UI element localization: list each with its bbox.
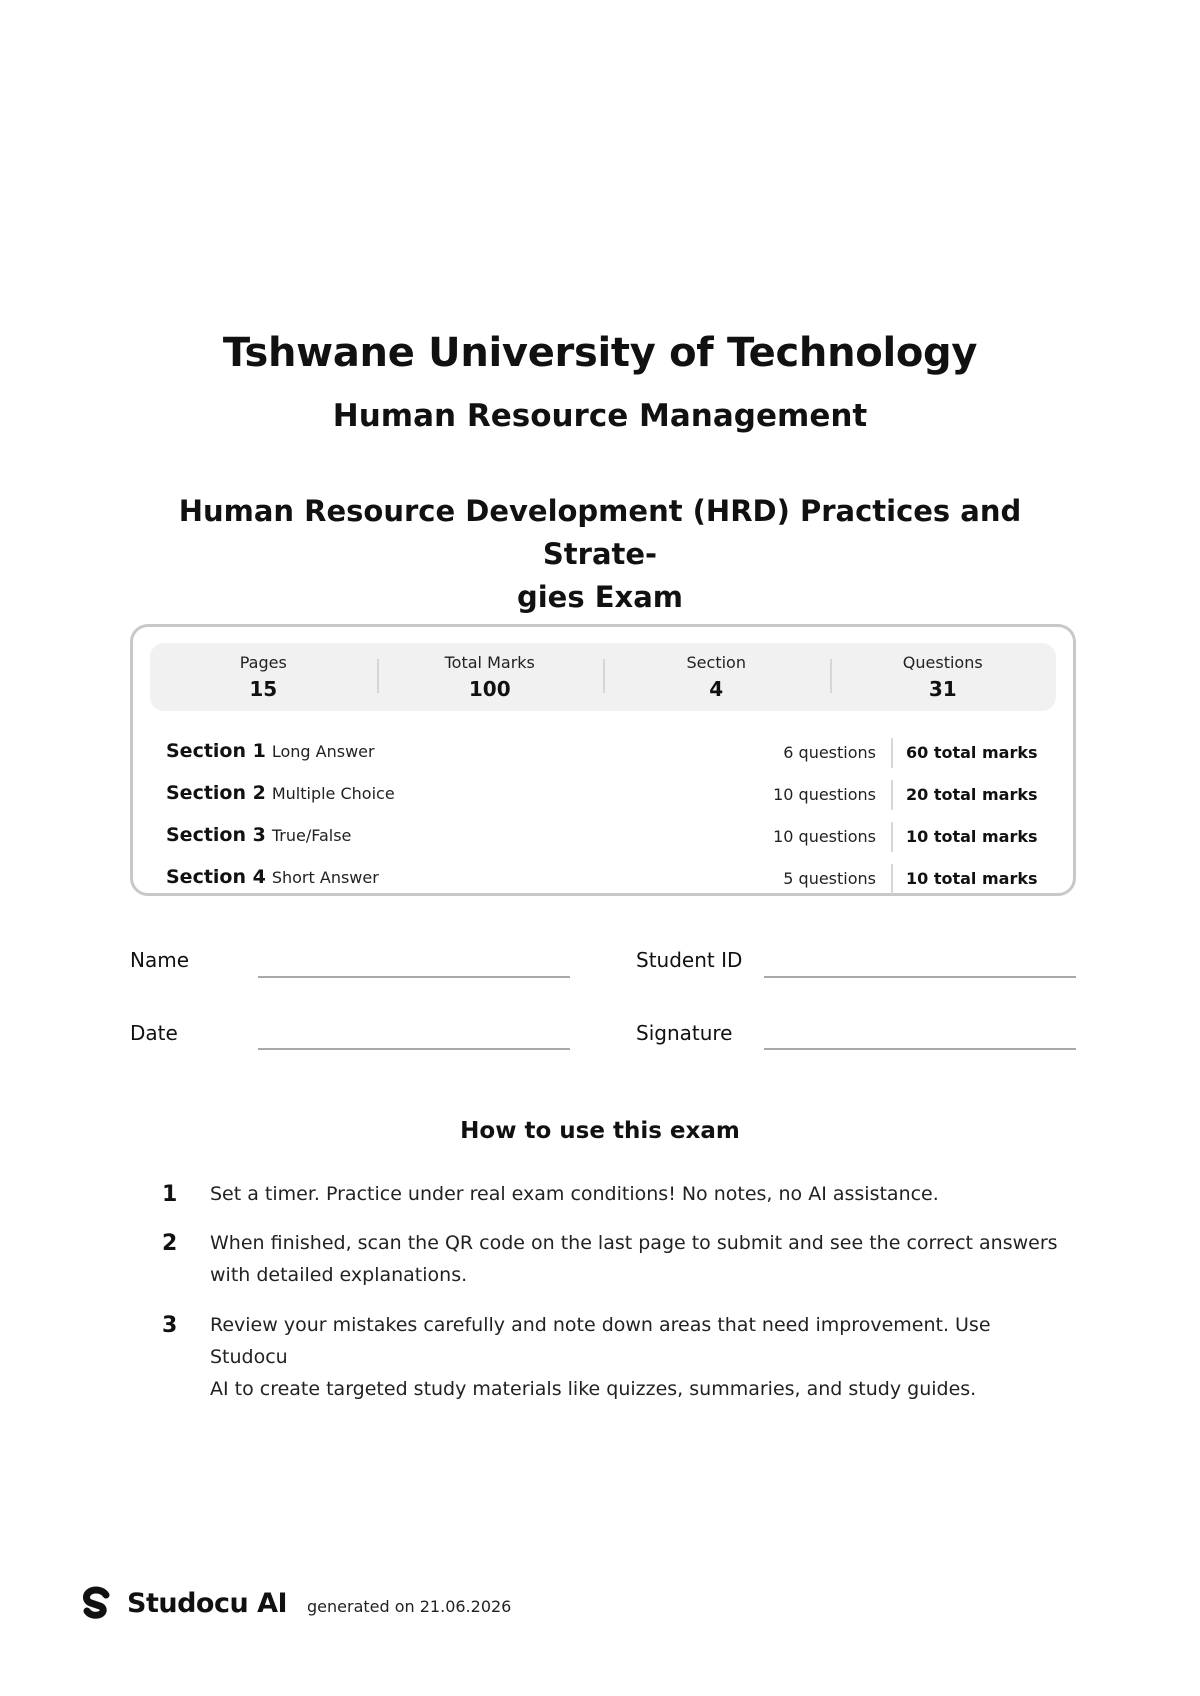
step-text-line-1: Review your mistakes carefully and note down areas that need improvement. Use Studocu bbox=[210, 1314, 991, 1368]
section-row-3 bbox=[166, 822, 1046, 852]
stat-label: Total Marks bbox=[444, 653, 535, 672]
section-questions: 10 questions bbox=[773, 785, 876, 804]
stat-section bbox=[603, 643, 830, 711]
exam-title bbox=[130, 490, 1070, 619]
step-text-line-2: AI to create targeted study materials like quizzes, summaries, and study guides. bbox=[210, 1378, 977, 1400]
stat-label: Section bbox=[686, 653, 746, 672]
step-text bbox=[210, 1178, 1060, 1210]
department-title: Human Resource Management bbox=[332, 398, 868, 434]
step-number: 2 bbox=[162, 1231, 178, 1256]
section-name: Section 1 bbox=[166, 740, 266, 762]
exam-title-line-1: Human Resource Development (HRD) Practices and Strate- bbox=[178, 494, 1022, 571]
stat-questions bbox=[830, 643, 1057, 711]
step-text-line-1: Set a timer. Practice under real exam conditions! No notes, no AI assistance. bbox=[210, 1183, 939, 1205]
student-id-label: Student ID bbox=[636, 948, 743, 972]
step-text-line-2: with detailed explanations. bbox=[210, 1264, 468, 1286]
section-row-1 bbox=[166, 738, 1046, 768]
stats-bar bbox=[150, 643, 1056, 711]
section-questions: 6 questions bbox=[783, 743, 876, 762]
section-divider bbox=[891, 780, 893, 810]
stat-value: 15 bbox=[249, 677, 278, 701]
section-name: Section 2 bbox=[166, 782, 266, 804]
section-name: Section 4 bbox=[166, 866, 266, 888]
step-text bbox=[210, 1309, 1060, 1405]
section-type: True/False bbox=[271, 826, 352, 845]
section-type: Long Answer bbox=[271, 742, 375, 761]
stat-pages bbox=[150, 643, 377, 711]
section-questions: 5 questions bbox=[783, 869, 876, 888]
footer-brand: Studocu AI bbox=[127, 1588, 288, 1619]
section-name: Section 3 bbox=[166, 824, 266, 846]
university-title: Tshwane University of Technology bbox=[222, 330, 978, 376]
exam-title-line-2: gies Exam bbox=[516, 580, 684, 614]
generated-date: generated on 21.06.2026 bbox=[307, 1597, 512, 1616]
howto-title: How to use this exam bbox=[460, 1118, 740, 1144]
name-field[interactable] bbox=[258, 976, 570, 978]
step-text bbox=[210, 1227, 1060, 1291]
step-number: 3 bbox=[162, 1313, 178, 1338]
stat-value: 4 bbox=[709, 677, 724, 701]
stat-label: Questions bbox=[902, 653, 983, 672]
signature-label: Signature bbox=[636, 1021, 733, 1045]
date-label: Date bbox=[130, 1021, 178, 1045]
stat-value: 31 bbox=[928, 677, 957, 701]
section-marks: 10 total marks bbox=[906, 827, 1038, 846]
section-row-2 bbox=[166, 780, 1046, 810]
section-type: Multiple Choice bbox=[271, 784, 395, 803]
stat-label: Pages bbox=[239, 653, 287, 672]
date-field[interactable] bbox=[258, 1048, 570, 1050]
section-marks: 20 total marks bbox=[906, 785, 1038, 804]
section-questions: 10 questions bbox=[773, 827, 876, 846]
student-id-field[interactable] bbox=[764, 976, 1076, 978]
section-divider bbox=[891, 738, 893, 768]
section-row-4 bbox=[166, 864, 1046, 894]
section-marks: 60 total marks bbox=[906, 743, 1038, 762]
section-marks: 10 total marks bbox=[906, 869, 1038, 888]
exam-summary-card bbox=[130, 624, 1076, 896]
signature-field[interactable] bbox=[764, 1048, 1076, 1050]
section-divider bbox=[891, 864, 893, 894]
section-divider bbox=[891, 822, 893, 852]
section-type: Short Answer bbox=[271, 868, 379, 887]
name-label: Name bbox=[130, 948, 190, 972]
step-number: 1 bbox=[162, 1182, 178, 1207]
step-text-line-1: When finished, scan the QR code on the last page to submit and see the correct answers bbox=[210, 1232, 1058, 1254]
stat-value: 100 bbox=[468, 677, 511, 701]
stat-total-marks bbox=[377, 643, 604, 711]
studocu-logo-icon bbox=[78, 1586, 114, 1622]
